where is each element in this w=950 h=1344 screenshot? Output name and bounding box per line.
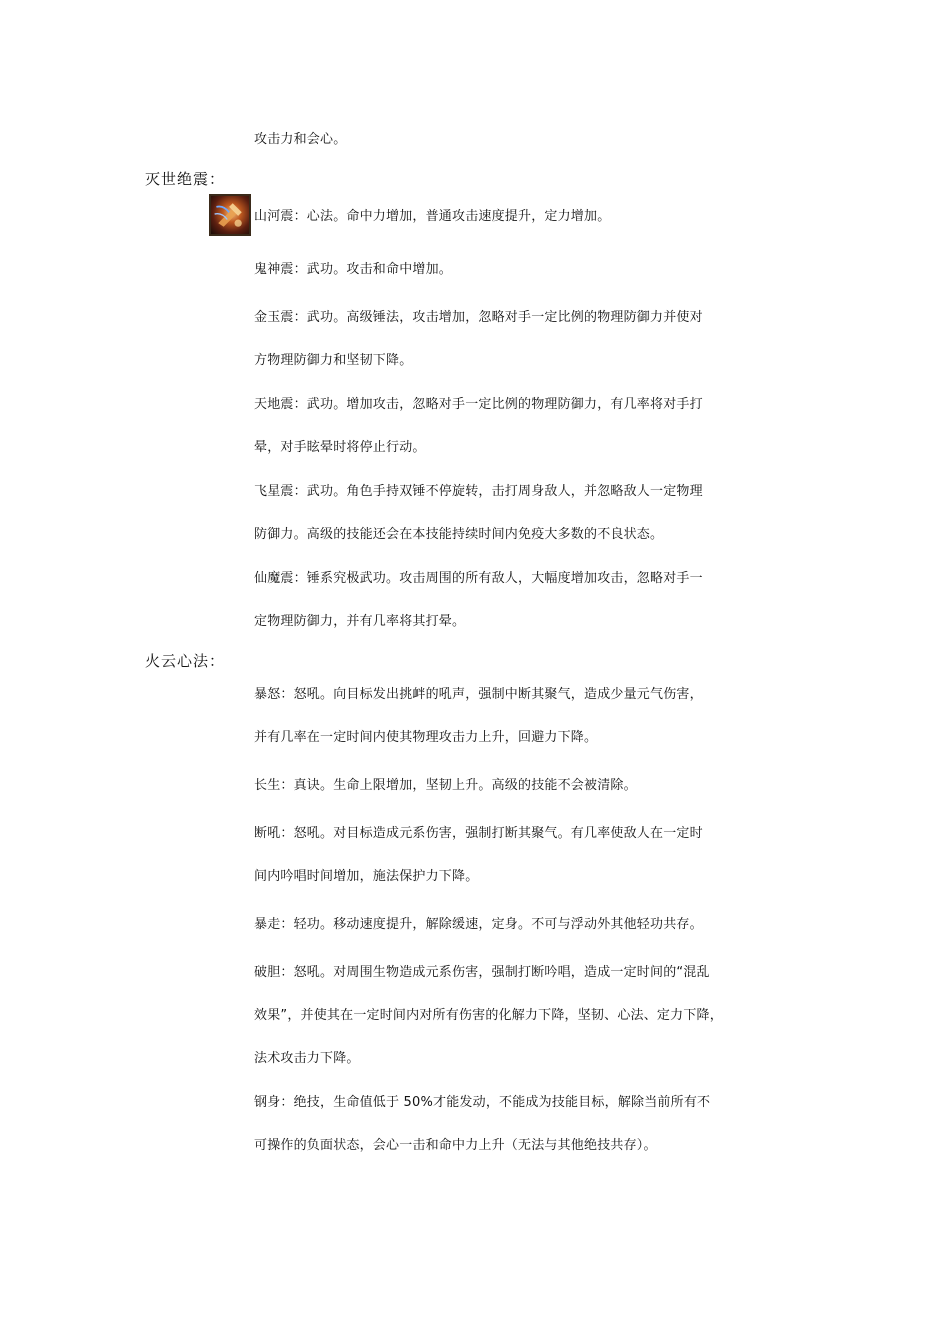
- text-line: 效果”，并使其在一定时间内对所有伤害的化解力下降，坚韧、心法、定力下降，: [254, 1008, 723, 1023]
- text-line: 暴走：轻功。移动速度提升，解除缓速，定身。不可与浮动外其他轻功共存。: [254, 917, 703, 932]
- text-line: 攻击力和会心。: [254, 132, 347, 147]
- text-line: 可操作的负面状态，会心一击和命中力上升（无法与其他绝技共存）。: [254, 1138, 657, 1153]
- text-line: 金玉震：武功。高级锤法，攻击增加，忽略对手一定比例的物理防御力并使对: [254, 310, 703, 325]
- text-line: 暴怒：怒吼。向目标发出挑衅的吼声，强制中断其聚气，造成少量元气伤害，: [254, 687, 703, 702]
- text-line: 定物理防御力，并有几率将其打晕。: [254, 614, 466, 629]
- text-line: 破胆：怒吼。对周围生物造成元系伤害，强制打断吟唱，造成一定时间的“混乱: [254, 965, 710, 980]
- hammer-skill-icon: [209, 194, 251, 236]
- section-heading: 火云心法：: [145, 652, 226, 670]
- text-line: 间内吟唱时间增加，施法保护力下降。: [254, 869, 479, 884]
- text-line: 鬼神震：武功。攻击和命中增加。: [254, 262, 453, 277]
- text-line: 法术攻击力下降。: [254, 1051, 360, 1066]
- text-line: 钢身：绝技，生命值低于 50%才能发动，不能成为技能目标，解除当前所有不: [254, 1095, 711, 1110]
- text-line: 飞星震：武功。角色手持双锤不停旋转，击打周身敌人，并忽略敌人一定物理: [254, 484, 703, 499]
- text-line: 方物理防御力和坚韧下降。: [254, 353, 413, 368]
- text-line: 天地震：武功。增加攻击，忽略对手一定比例的物理防御力，有几率将对手打: [254, 397, 703, 412]
- text-line: 晕，对手眩晕时将停止行动。: [254, 440, 426, 455]
- text-line: 断吼：怒吼。对目标造成元系伤害，强制打断其聚气。有几率使敌人在一定时: [254, 826, 703, 841]
- text-line: 防御力。高级的技能还会在本技能持续时间内免疫大多数的不良状态。: [254, 527, 664, 542]
- section-heading: 灭世绝震：: [145, 170, 226, 188]
- text-line: 仙魔震：锤系究极武功。攻击周围的所有敌人，大幅度增加攻击，忽略对手一: [254, 571, 703, 586]
- text-line: 山河震：心法。命中力增加，普通攻击速度提升，定力增加。: [254, 209, 611, 224]
- text-line: 并有几率在一定时间内使其物理攻击力上升，回避力下降。: [254, 730, 598, 745]
- text-line: 长生：真诀。生命上限增加，坚韧上升。高级的技能不会被清除。: [254, 778, 637, 793]
